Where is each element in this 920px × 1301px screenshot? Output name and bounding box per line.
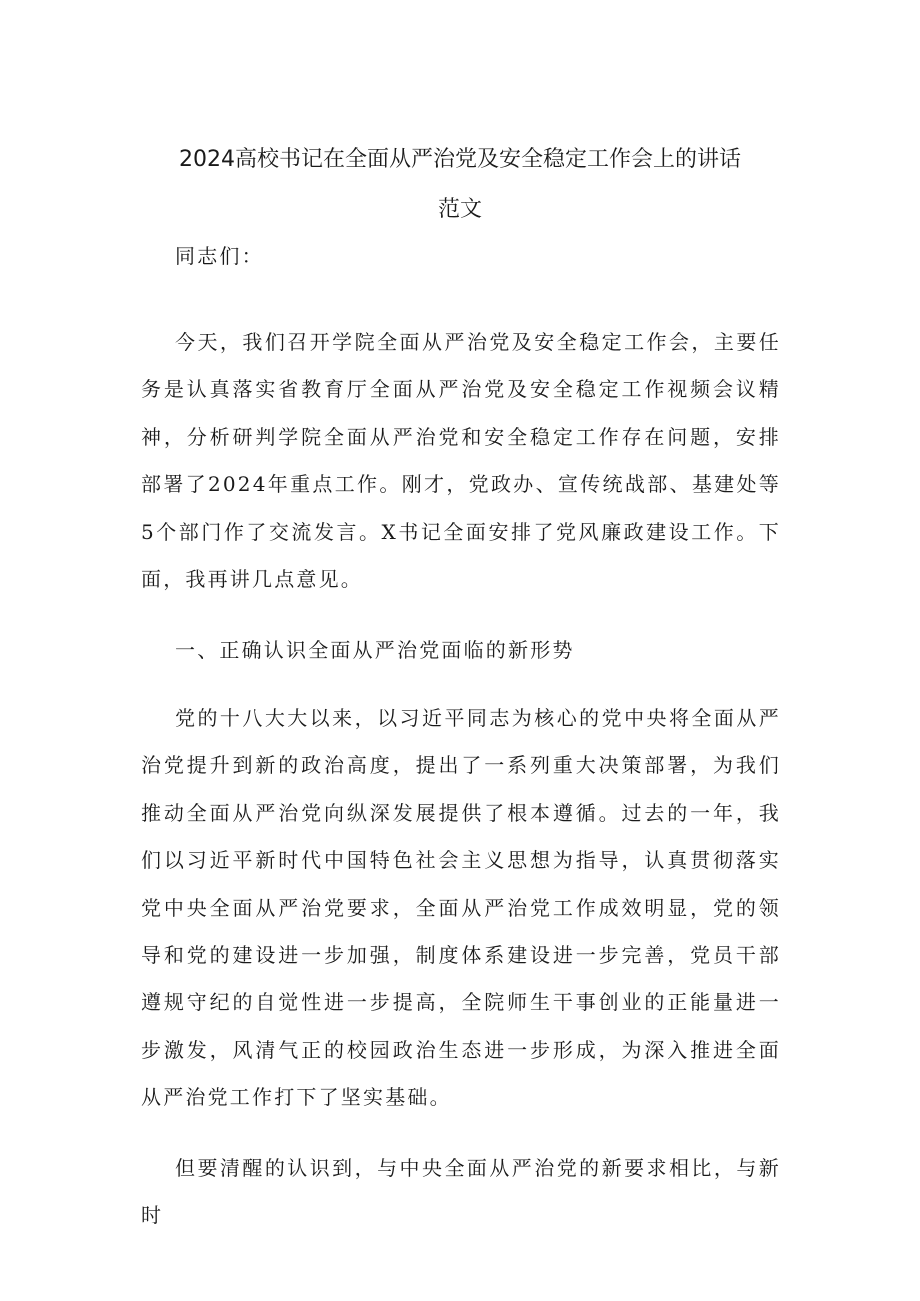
paragraph-situation: 党的十八大大以来，以习近平同志为核心的党中央将全面从严治党提升到新的政治高度，提出了一系列重大决策部署，为我们推动全面从严治党向纵深发展提供了根本遵循。过去的一年，我们以习近平新时代中国特色社会主义思想为指导，认真贯彻落实党中央全面从严治党要求，全面从严治党工作成效明显，党的领导和党的建设进一步加强，制度体系建设进一步完善，党员干部遵规守纪的自觉性进一步提高，全院师生干事创业的正能量进一步激发，风清气正的校园政治生态进一步形成，为深入推进全面从严治党工作打下了坚实基础。 bbox=[141, 706, 781, 1110]
paragraph-intro: 今天，我们召开学院全面从严治党及安全稳定工作会，主要任务是认真落实省教育厅全面从严治党及安全稳定工作视频会议精神，分析研判学院全面从严治党和安全稳定工作存在问题，安排部署了2024年重点工作。刚才，党政办、宣传统战部、基建处等5个部门作了交流发言。X书记全面安排了党风廉政建设工作。下面，我再讲几点意见。 bbox=[141, 330, 781, 592]
section-heading-1: 一、正确认识全面从严治党面临的新形势 bbox=[175, 638, 575, 662]
document-title-line1: 2024高校书记在全面从严治党及安全稳定工作会上的讲话 bbox=[179, 147, 741, 172]
greeting: 同志们： bbox=[175, 244, 264, 268]
paragraph-however: 但要清醒的认识到，与中央全面从严治党的新要求相比，与新时 bbox=[141, 1156, 781, 1228]
document-title-line2: 范文 bbox=[437, 197, 482, 222]
